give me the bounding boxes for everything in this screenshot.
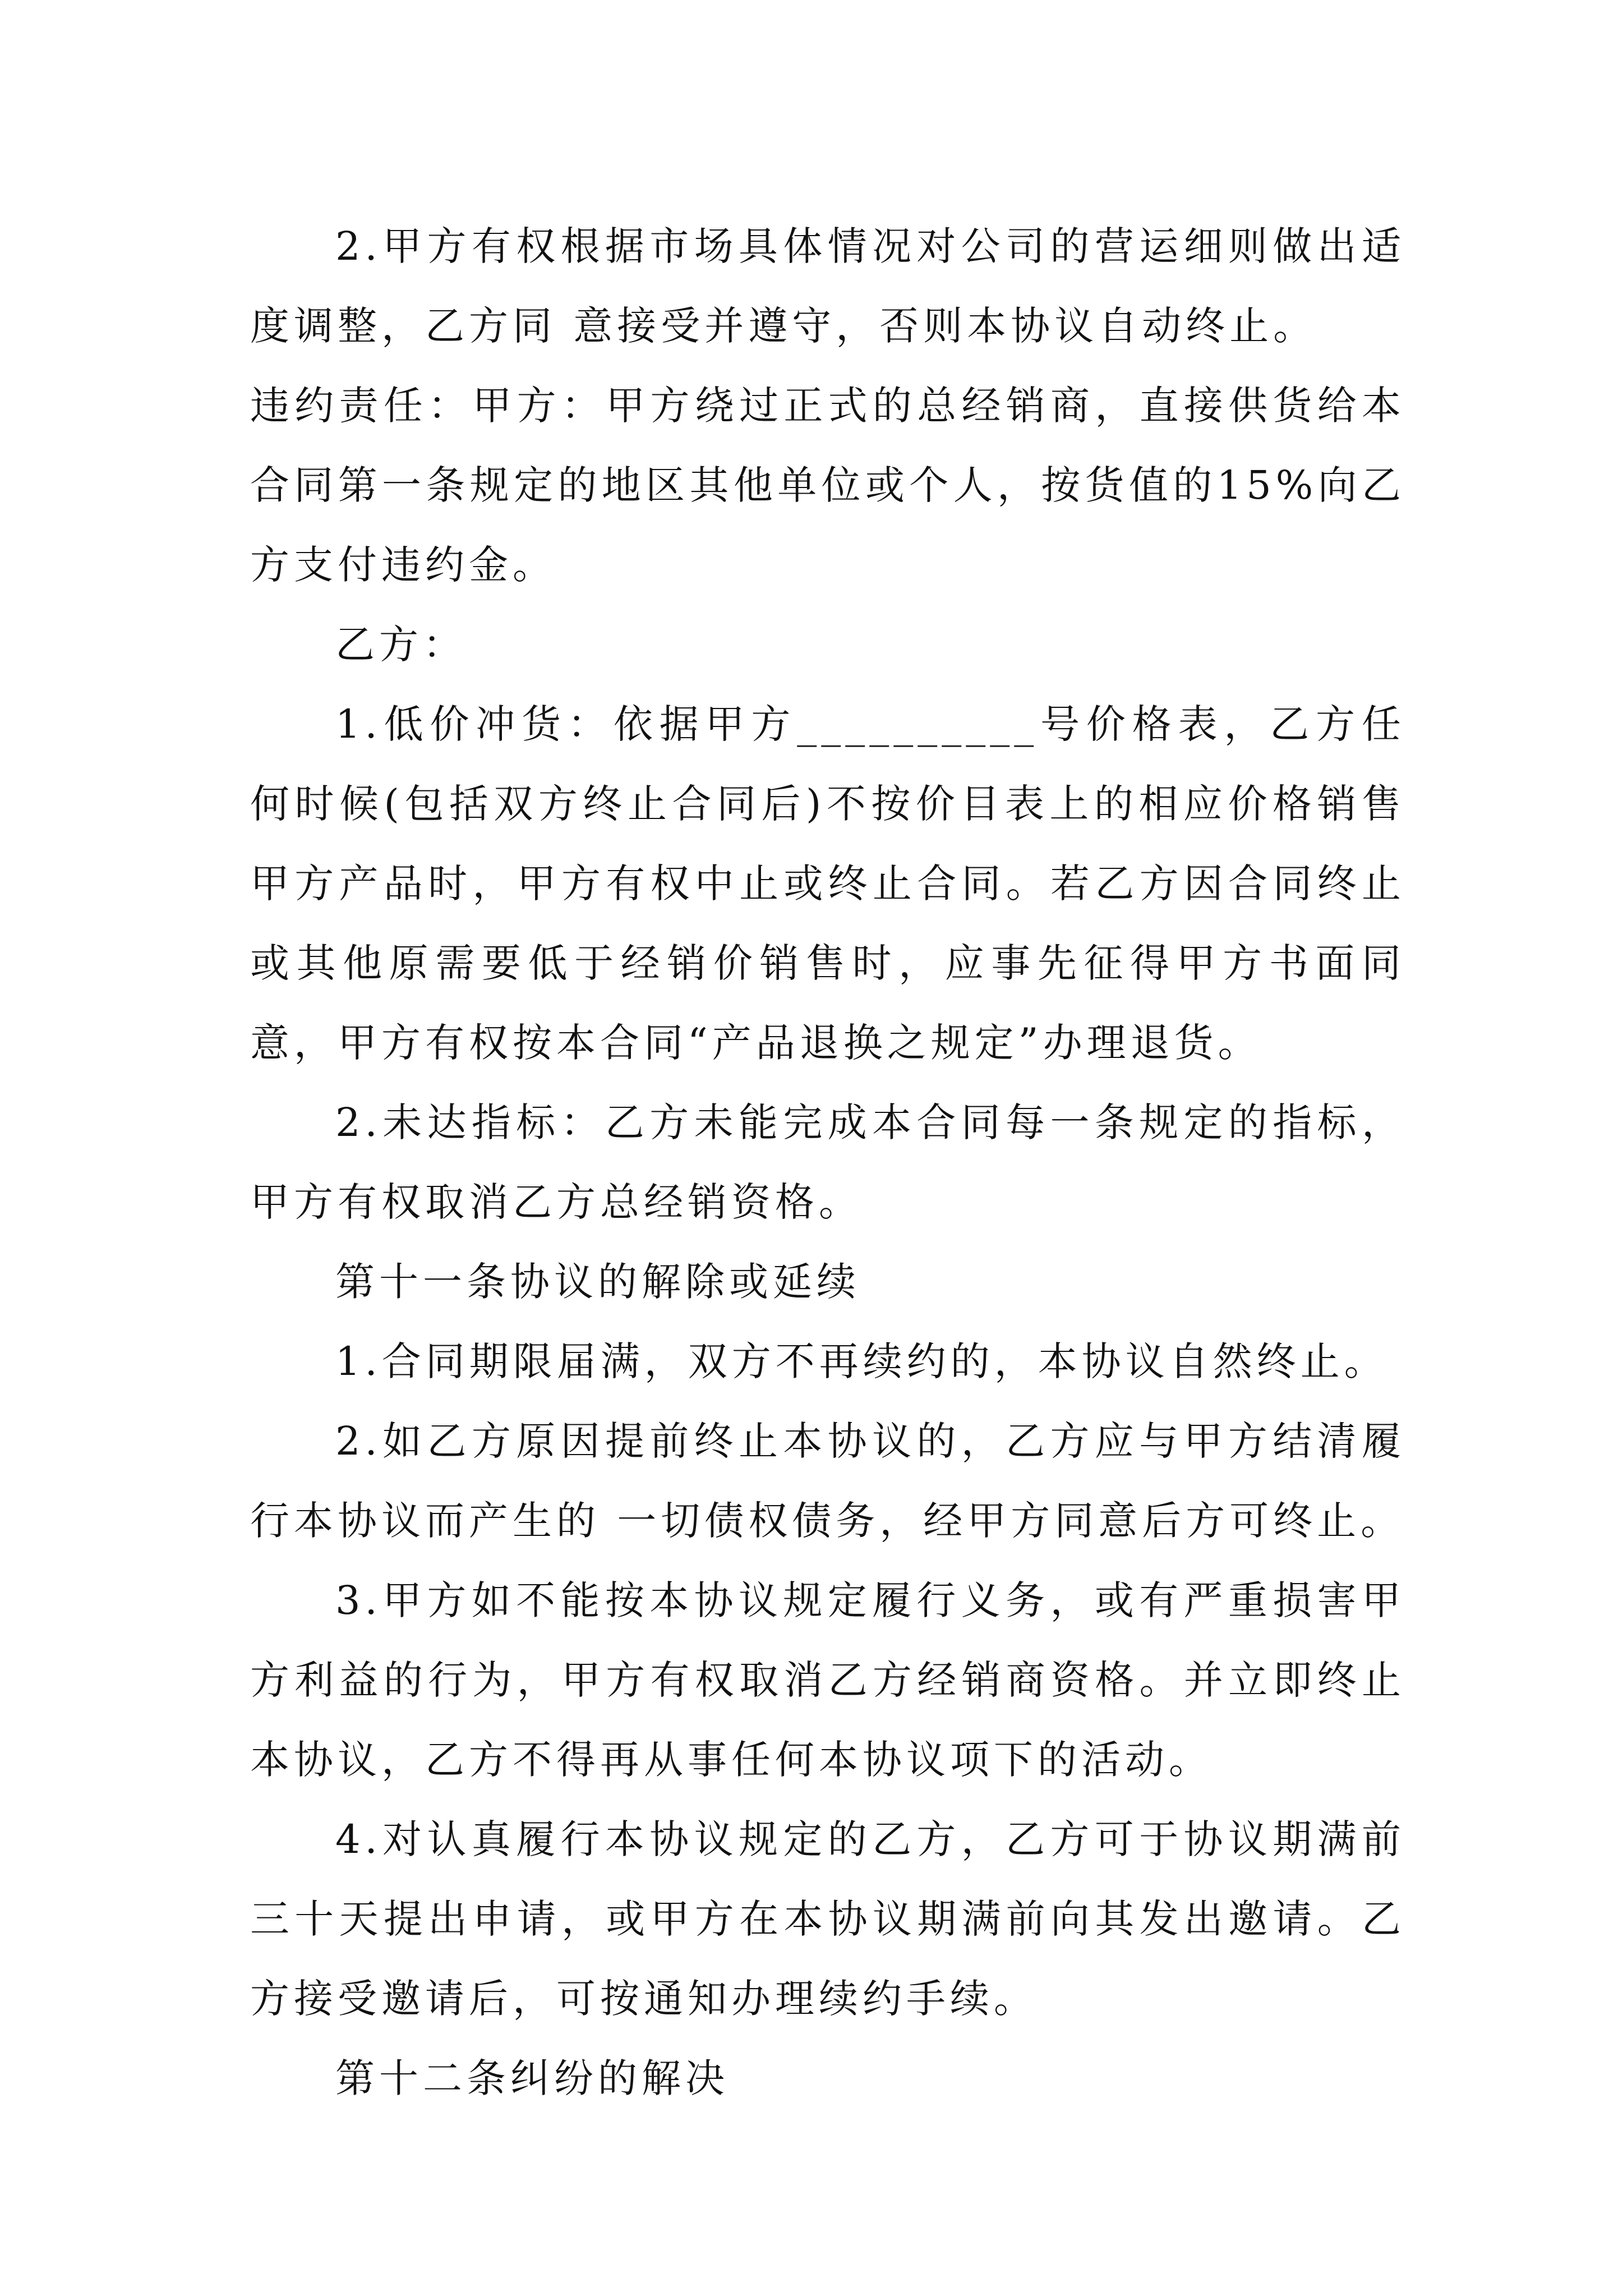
article-11-heading: 第十一条协议的解除或延续 — [335, 1259, 860, 1305]
low-price-dumping-paragraph: 1.低价冲货：依据甲方__________号价格表，乙方任何时候(包括双方终止合同后)不按价目表上的相应价格销售甲方产品时，甲方有权中止或终止合同。若乙方因合同终止或其他原需要低于经销价销售时，应事先征得甲方书面同意，甲方有权按本合同“产品退换之规定”办理退货。 — [250, 701, 1405, 1066]
clause-adjustment-paragraph: 2.甲方有权根据市场具体情况对公司的营运细则做出适度调整，乙方同 意接受并遵守，否则本协议自动终止。 — [250, 223, 1405, 349]
article-12-heading: 第十二条纠纷的解决 — [335, 2055, 729, 2101]
document-body — [250, 206, 1405, 2118]
renewal-item-4: 4.对认真履行本协议规定的乙方，乙方可于协议期满前三十天提出申请，或甲方在本协议期满前向其发出邀请。乙方接受邀请后，可按通知办理续约手续。 — [250, 1816, 1405, 2022]
termination-item-1: 1.合同期限届满，双方不再续约的，本协议自然终止。 — [335, 1338, 1388, 1384]
termination-item-2: 2.如乙方原因提前终止本协议的，乙方应与甲方结清履行本协议而产生的 一切债权债务，经甲方同意后方可终止。 — [250, 1418, 1405, 1544]
party-b-label: 乙方： — [335, 622, 467, 668]
target-not-met-paragraph: 2.未达指标：乙方未能完成本合同每一条规定的指标，甲方有权取消乙方总经销资格。 — [250, 1099, 1405, 1225]
termination-item-3: 3.甲方如不能按本协议规定履行义务，或有严重损害甲方利益的行为，甲方有权取消乙方经销商资格。并立即终止本协议，乙方不得再从事任何本协议项下的活动。 — [250, 1577, 1405, 1783]
breach-liability-party-a-paragraph: 违约责任：甲方：甲方绕过正式的总经销商，直接供货给本合同第一条规定的地区其他单位或个人，按货值的15%向乙方支付违约金。 — [250, 383, 1405, 588]
